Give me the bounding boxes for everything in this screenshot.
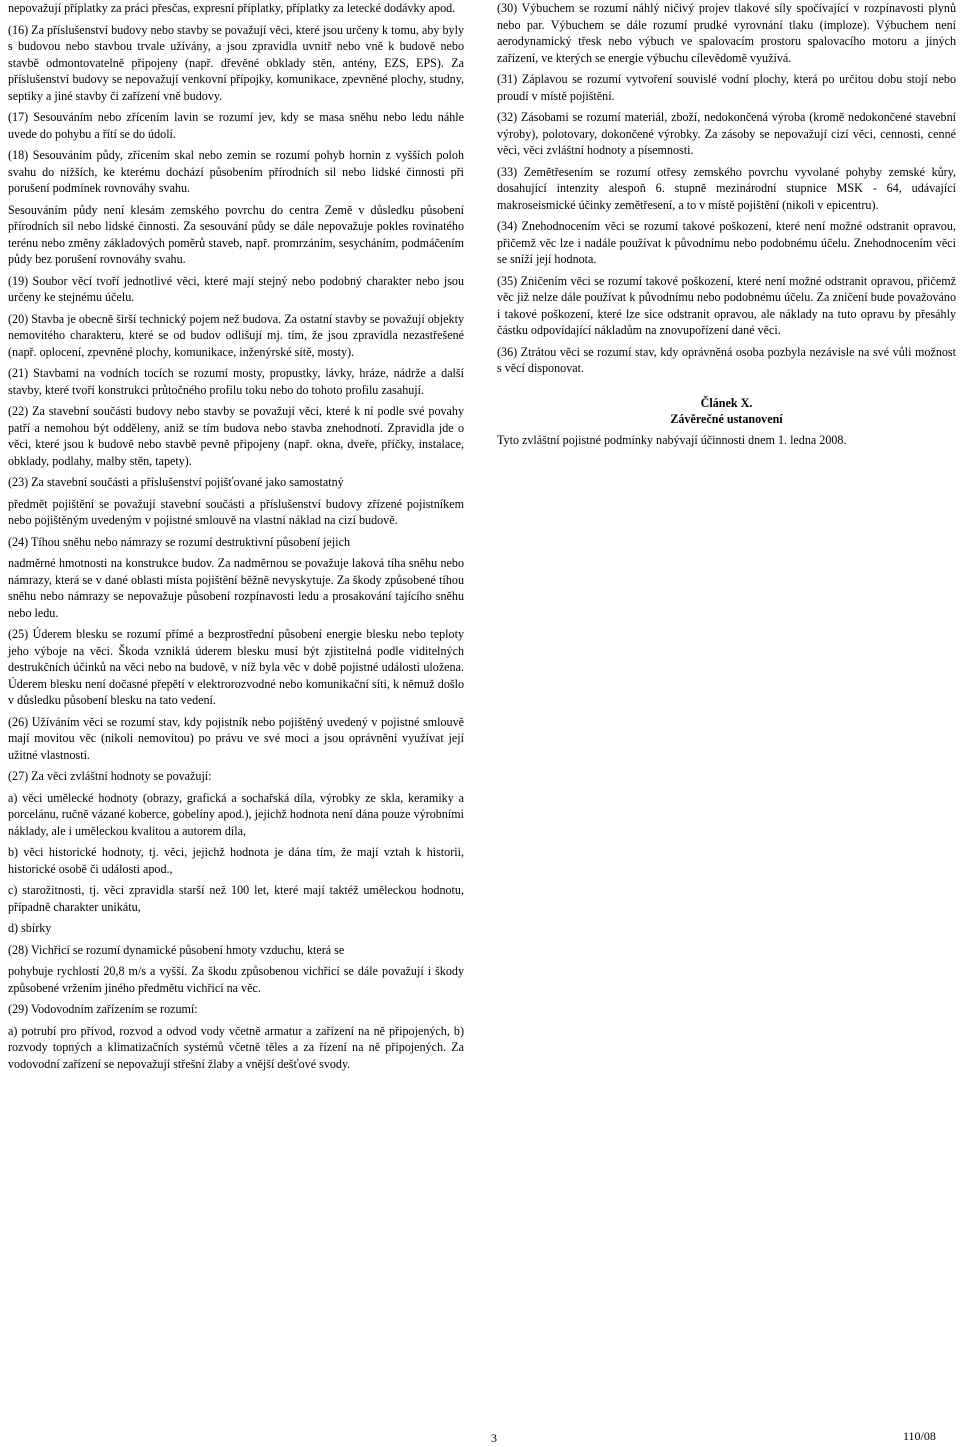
paragraph-31: (31) Záplavou se rozumí vytvoření souvislé vodní plochy, která po určitou dobu stojí nebo proudí v místě pojištění.: [497, 72, 956, 103]
paragraph-29-continued: a) potrubí pro přívod, rozvod a odvod vody včetně armatur a zařízení na ně připojených, b) rozvody topných a klimatizačních systémů včetně těles a za řízení na ně připojených. Za vodovodní zařízení se nepovažují střešní žlaby a vnější dešťové svody.: [8, 1023, 464, 1071]
left-column: [8, 0, 464, 1077]
paragraph-36: (36) Ztrátou věci se rozumí stav, kdy oprávněná osoba pozbyla nezávisle na své vůli možnost s věcí disponovat.: [497, 344, 956, 375]
article-text: Tyto zvláštní pojistné podmínky nabývají účinnosti dnem 1. ledna 2008.: [497, 432, 847, 447]
paragraph-23-continued: předmět pojištění se považují stavební součásti a příslušenství budovy zřízené pojistníkem nebo pojištěným uvedeným v pojistné smlouvě na vlastní náklad na cizí budově.: [8, 496, 464, 527]
page-number: 3: [491, 1431, 497, 1445]
paragraph-28-continued: pohybuje rychlostí 20,8 m/s a vyšší. Za škodu způsobenou vichřicí se dále považují i škody způsobené vržením jiného předmětu vichřicí na věc.: [8, 964, 464, 995]
paragraph-34: (34) Znehodnocením věci se rozumí takové poškození, které není možné odstranit opravou, přičemž věc lze i nadále používat k původnímu nebo podobnému účelu. Znehodnocením věci se sníží její hodnota.: [497, 219, 956, 266]
paragraph-29: (29) Vodovodním zařízením se rozumí:: [8, 1002, 198, 1016]
paragraph-17: (17) Sesouváním nebo zřícením lavin se rozumí jev, kdy se masa sněhu nebo ledu náhle uvede do pohybu a řítí se do údolí.: [8, 110, 464, 141]
paragraph-15-continued: nepovažují příplatky za práci přesčas, expresní příplatky, příplatky za letecké dodávky apod.: [8, 1, 456, 15]
paragraph-33: (33) Zemětřesením se rozumí otřesy zemského povrchu vyvolané pohyby zemské kůry, dosahující intenzity alespoň 6. stupně mezinárodní stupnice MSK - 64, udávající makroseismické účinky zemětřesení, a to v místě pojištění (nikoli v epicentru).: [497, 164, 956, 212]
paragraph-19: (19) Soubor věcí tvoří jednotlivé věci, které mají stejný nebo podobný charakter nebo jsou určeny ke stejnému účelu.: [8, 273, 464, 304]
paragraph-26: (26) Užíváním věci se rozumí stav, kdy pojistník nebo pojištěný uvedený v pojistné smlouvě mají movitou věc (nikoli nemovitou) po právu ve své moci a jsou oprávněni využívat její užitné vlastnosti.: [8, 714, 464, 762]
paragraph-21: (21) Stavbami na vodních tocích se rozumí mosty, propustky, lávky, hráze, nádrže a další stavby, které tvoří konstrukci průtočného profilu toku nebo do tohoto profilu zasahují.: [8, 366, 464, 397]
paragraph-30: (30) Výbuchem se rozumí náhlý ničivý projev tlakové síly spočívající v rozpínavosti plynů nebo par. Výbuchem se dále rozumí prudké vyrovnání tlaku (imploze). Výbuchem není aerodynamický třesk nebo výbuch ve spalovacím prostoru spalovacího motoru a jiných zařízení, ve kterých se energie výbuchu cílevědomě využívá.: [497, 1, 956, 65]
paragraph-25: (25) Úderem blesku se rozumí přímé a bezprostřední působení energie blesku nebo teploty jeho výboje na věci. Škoda vzniklá úderem blesku musí být zjistitelná podle viditelných destrukčních účinků na věci nebo na budově, v níž byla věc v době pojistné události uložena. Úderem blesku není dočasné přepětí v elektrorozvodné nebo komunikační síti, k němuž došlo v důsledku působení blesku na tato vedení.: [8, 627, 464, 707]
article-heading: [497, 395, 956, 428]
paragraph-35: (35) Zničením věci se rozumí takové poškození, které není možné odstranit opravou, přičemž věc již nelze dále používat k původnímu nebo podobnému účelu. Za zničení bude považováno i takové poškození, které lze sice odstranit opravou, ale náklady na tuto opravu by přesáhly částku odpovídající nákladům na znovupořízení dané věci.: [497, 273, 956, 337]
article-number: Článek X.: [700, 395, 753, 410]
paragraph-27: (27) Za věci zvláštní hodnoty se považují:: [8, 769, 212, 783]
paragraph-24: (24) Tíhou sněhu nebo námrazy se rozumí destruktivní působení jejich: [8, 534, 351, 549]
list-item-27c: c) starožitnosti, tj. věci zpravidla starší než 100 let, které mají taktéž uměleckou hodnotu, případně charakter unikátu,: [8, 883, 464, 914]
paragraph-20: (20) Stavba je obecně širší technický pojem než budova. Za ostatní stavby se považují objekty nemovitého charakteru, které se od budov odlišují mj. tím, že jsou zpravidla nezastřešené (např. oplocení, zpevněné plochy, komunikace, inženýrské sítě, mosty).: [8, 311, 464, 359]
paragraph-32: (32) Zásobami se rozumí materiál, zboží, nedokončená výroba (kromě nedokončené stavební výroby), polotovary, dokončené výrobky. Za zásoby se nepovažují cizí věci, cennosti, cenné věci, věci zvláštní hodnoty a písemnosti.: [497, 110, 956, 157]
paragraph-24-continued: nadměrné hmotnosti na konstrukce budov. Za nadměrnou se považuje laková tíha sněhu nebo námrazy, která se v dané oblasti místa pojištění běžně nevyskytuje. Za škody způsobené tíhou sněhu nebo námrazy se nepovažuje působení rozpínavosti ledu a prosakování tajícího sněhu nebo ledu.: [8, 556, 464, 620]
list-item-27d: d) sbírky: [8, 921, 52, 935]
paragraph-28: (28) Vichřicí se rozumí dynamické působení hmoty vzduchu, která se: [8, 942, 345, 957]
paragraph-22: (22) Za stavební součásti budovy nebo stavby se považují věci, které k ní podle své povahy patří a nemohou být odděleny, aniž se tím budova nebo stavba znehodnotí. Zpravidla jde o věci, které jsou k budově nebo stavbě pevně připojeny (např. okna, dveře, příčky, instalace, obklady, podlahy, malby stěn, tapety).: [8, 404, 464, 468]
document-code: 110/08: [903, 1429, 936, 1443]
paragraph-18-continued: Sesouváním půdy není klesám zemského povrchu do centra Země v důsledku působení přírodních sil nebo lidské činnosti. Za sesouvání půdy se dále nepovažuje pokles rovinatého terénu nebo změny základových poměrů staveb, např. promrzáním, sesycháním, podmáčením půdy bez porušení rovnováhy svahu.: [8, 202, 464, 266]
article-title: Závěrečné ustanovení: [670, 412, 783, 426]
paragraph-18: (18) Sesouváním půdy, zřícením skal nebo zemin se rozumí pohyb hornin z vyšších poloh svahu do nižších, ke kterému dochází působením přírodních sil nebo lidské činnosti při porušení podmínek rovnováhy svahu.: [8, 148, 464, 195]
paragraph-23: (23) Za stavební součásti a příslušenství pojišťované jako samostatný: [8, 475, 344, 489]
list-item-27a: a) věci umělecké hodnoty (obrazy, grafická a sochařská díla, výrobky ze skla, keramiky a porcelánu, ručně vázané koberce, gobelíny apod.), jejichž hodnota není dána pouze výrobními náklady, ale i uměleckou kvalitou a autorem díla,: [8, 790, 464, 838]
list-item-27b: b) věci historické hodnoty, tj. věci, jejichž hodnota je dána tím, že mají vztah k historii, historické osobě či události apod.,: [8, 845, 464, 876]
paragraph-16: (16) Za příslušenství budovy nebo stavby se považují věci, které jsou určeny k tomu, aby byly s budovou nebo stavbou trvale užívány, a jsou zpravidla uvnitř nebo vně k budově nebo stavbě odmontovatelně připojeny (např. dřevěné obklady stěn, antény, EZS, EPS). Za příslušenství budovy se nepovažují venkovní přípojky, komunikace, zpevněné plochy, studny, septiky a jiné stavby či zařízení vně budovy.: [8, 22, 464, 103]
right-column: [497, 0, 956, 453]
